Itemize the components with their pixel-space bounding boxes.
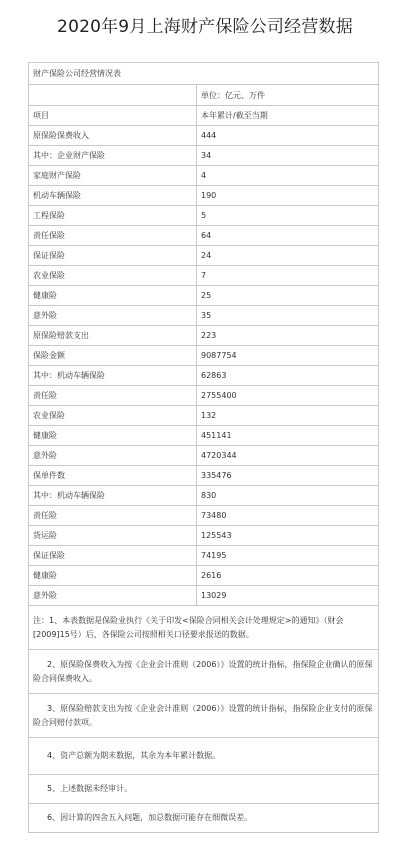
row-label: 农业保险 bbox=[29, 266, 197, 286]
row-label: 保证保险 bbox=[29, 246, 197, 266]
row-value: 830 bbox=[197, 486, 379, 506]
table-row bbox=[29, 426, 379, 446]
note-row bbox=[29, 804, 379, 833]
row-value: 4 bbox=[197, 166, 379, 186]
row-label: 健康险 bbox=[29, 566, 197, 586]
unit-empty-cell bbox=[29, 85, 197, 106]
table-caption-row bbox=[29, 63, 379, 85]
row-value: 64 bbox=[197, 226, 379, 246]
note-row bbox=[29, 650, 379, 694]
table-row bbox=[29, 466, 379, 486]
row-value: 444 bbox=[197, 126, 379, 146]
row-label: 意外险 bbox=[29, 446, 197, 466]
row-label: 健康险 bbox=[29, 286, 197, 306]
row-label: 责任保险 bbox=[29, 226, 197, 246]
footnote-text: 3、原保险赔款支出为按《企业会计准则（2006）》设置的统计指标，指保险企业支付的原保险合同赔付款项。 bbox=[29, 694, 379, 738]
table-row bbox=[29, 566, 379, 586]
unit-label: 单位：亿元、万件 bbox=[197, 85, 379, 106]
table-row bbox=[29, 446, 379, 466]
table-row bbox=[29, 386, 379, 406]
row-label: 原保险保费收入 bbox=[29, 126, 197, 146]
table-row bbox=[29, 266, 379, 286]
row-value: 125543 bbox=[197, 526, 379, 546]
row-value: 5 bbox=[197, 206, 379, 226]
row-label: 意外险 bbox=[29, 586, 197, 606]
row-value: 190 bbox=[197, 186, 379, 206]
footnote-text: 6、因计算的四舍五入问题，加总数据可能存在细微误差。 bbox=[29, 804, 379, 833]
table-row bbox=[29, 546, 379, 566]
header-row bbox=[29, 106, 379, 126]
row-value: 34 bbox=[197, 146, 379, 166]
note-row bbox=[29, 606, 379, 650]
table-row bbox=[29, 366, 379, 386]
row-label: 工程保险 bbox=[29, 206, 197, 226]
row-value: 2755400 bbox=[197, 386, 379, 406]
table-row bbox=[29, 186, 379, 206]
table-row bbox=[29, 406, 379, 426]
header-item: 项目 bbox=[29, 106, 197, 126]
row-value: 62863 bbox=[197, 366, 379, 386]
footnote-text: 5、上述数据未经审计。 bbox=[29, 775, 379, 804]
row-value: 24 bbox=[197, 246, 379, 266]
row-value: 73480 bbox=[197, 506, 379, 526]
table-row bbox=[29, 166, 379, 186]
page-title: 2020年9月上海财产保险公司经营数据 bbox=[57, 17, 353, 37]
table-row bbox=[29, 506, 379, 526]
table-row bbox=[29, 486, 379, 506]
row-value: 13029 bbox=[197, 586, 379, 606]
row-label: 责任险 bbox=[29, 386, 197, 406]
footnote-text: 4、资产总额为期末数据，其余为本年累计数据。 bbox=[29, 738, 379, 775]
row-label: 原保险赔款支出 bbox=[29, 326, 197, 346]
row-value: 223 bbox=[197, 326, 379, 346]
row-label: 其中：机动车辆保险 bbox=[29, 486, 197, 506]
table-body bbox=[29, 63, 379, 833]
table-row bbox=[29, 286, 379, 306]
row-label: 责任险 bbox=[29, 506, 197, 526]
row-value: 9087754 bbox=[197, 346, 379, 366]
row-value: 25 bbox=[197, 286, 379, 306]
row-label: 保险金额 bbox=[29, 346, 197, 366]
insurance-data-table bbox=[28, 62, 379, 833]
table-row bbox=[29, 146, 379, 166]
footnote-text: 2、原保险保费收入为按《企业会计准则（2006）》设置的统计指标，指保险企业确认的原保险合同保费收入。 bbox=[29, 650, 379, 694]
table-caption: 财产保险公司经营情况表 bbox=[29, 63, 379, 85]
table-row bbox=[29, 586, 379, 606]
table-row bbox=[29, 246, 379, 266]
row-label: 家庭财产保险 bbox=[29, 166, 197, 186]
footnote-text: 注：1、本表数据是保险业执行《关于印发<保险合同相关会计处理规定>的通知》（财会[2009]15号）后，各保险公司按照相关口径要求报送的数据。 bbox=[29, 606, 379, 650]
row-value: 451141 bbox=[197, 426, 379, 446]
row-value: 132 bbox=[197, 406, 379, 426]
row-label: 其中：机动车辆保险 bbox=[29, 366, 197, 386]
row-label: 健康险 bbox=[29, 426, 197, 446]
row-value: 35 bbox=[197, 306, 379, 326]
table-row bbox=[29, 326, 379, 346]
table-row bbox=[29, 306, 379, 326]
header-value: 本年累计/截至当期 bbox=[197, 106, 379, 126]
table-row bbox=[29, 526, 379, 546]
row-value: 335476 bbox=[197, 466, 379, 486]
row-value: 2616 bbox=[197, 566, 379, 586]
row-label: 农业保险 bbox=[29, 406, 197, 426]
row-label: 意外险 bbox=[29, 306, 197, 326]
note-row bbox=[29, 738, 379, 775]
note-row bbox=[29, 775, 379, 804]
row-label: 其中：企业财产保险 bbox=[29, 146, 197, 166]
row-label: 货运险 bbox=[29, 526, 197, 546]
note-row bbox=[29, 694, 379, 738]
unit-row bbox=[29, 85, 379, 106]
row-label: 保证保险 bbox=[29, 546, 197, 566]
table-row bbox=[29, 226, 379, 246]
row-value: 74195 bbox=[197, 546, 379, 566]
table-row bbox=[29, 126, 379, 146]
row-label: 机动车辆保险 bbox=[29, 186, 197, 206]
row-label: 保单件数 bbox=[29, 466, 197, 486]
row-value: 7 bbox=[197, 266, 379, 286]
row-value: 4720344 bbox=[197, 446, 379, 466]
table-row bbox=[29, 346, 379, 366]
table-row bbox=[29, 206, 379, 226]
